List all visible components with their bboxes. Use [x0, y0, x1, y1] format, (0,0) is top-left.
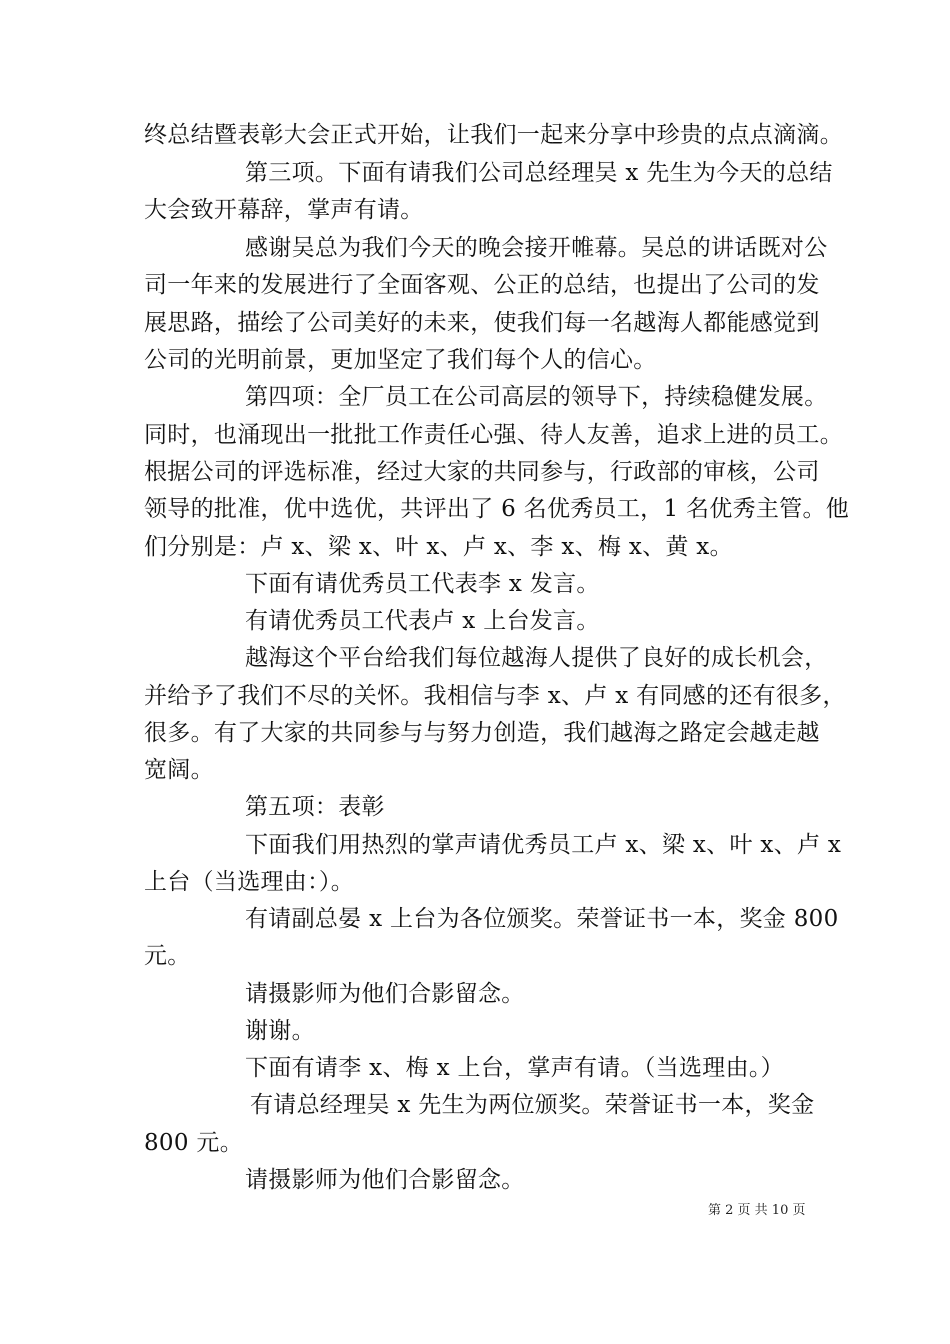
text-line: 大会致开幕辞，掌声有请。 — [144, 197, 424, 223]
text-line: 司一年来的发展进行了全面客观、公正的总结，也提出了公司的发 — [144, 272, 820, 298]
text-line: 终总结暨表彰大会正式开始，让我们一起来分享中珍贵的点点滴滴。 — [144, 122, 843, 148]
text-line: 下面有请优秀员工代表李 x 发言。 — [245, 571, 600, 597]
text-line: 下面我们用热烈的掌声请优秀员工卢 x、梁 x、叶 x、卢 x — [245, 832, 842, 858]
text-line: 下面有请李 x、梅 x 上台，掌声有请。（当选理由。） — [245, 1055, 784, 1081]
text-line: 第四项：全厂员工在公司高层的领导下，持续稳健发展。 — [245, 384, 828, 410]
text-line: 很多。有了大家的共同参与与努力创造，我们越海之路定会越走越 — [144, 720, 820, 746]
text-line: 领导的批准，优中选优，共评出了 6 名优秀员工，1 名优秀主管。他 — [144, 496, 850, 522]
text-line: 们分别是：卢 x、梁 x、叶 x、卢 x、李 x、梅 x、黄 x。 — [144, 534, 733, 560]
text-line: 请摄影师为他们合影留念。 — [245, 1167, 525, 1193]
text-line: 同时，也涌现出一批批工作责任心强、待人友善，追求上进的员工。 — [144, 422, 843, 448]
text-line: 上台（当选理由：）。 — [144, 869, 354, 895]
text-line: 元。 — [144, 943, 191, 969]
page-number: 第 2 页 共 10 页 — [708, 1203, 806, 1218]
text-line: 公司的光明前景，更加坚定了我们每个人的信心。 — [144, 347, 657, 373]
text-line: 宽阔。 — [144, 757, 214, 783]
text-line: 并给予了我们不尽的关怀。我相信与李 x、卢 x 有同感的还有很多， — [144, 683, 846, 709]
text-line: 谢谢。 — [245, 1018, 315, 1044]
text-line: 请摄影师为他们合影留念。 — [245, 981, 525, 1007]
section-heading: 第五项：表彰 — [245, 794, 385, 820]
text-line: 有请副总晏 x 上台为各位颁奖。荣誉证书一本，奖金 800 — [245, 906, 839, 932]
text-line: 800 元。 — [144, 1130, 244, 1156]
text-line: 有请优秀员工代表卢 x 上台发言。 — [245, 608, 600, 634]
text-line: 根据公司的评选标准，经过大家的共同参与，行政部的审核，公司 — [144, 459, 820, 485]
text-line: 越海这个平台给我们每位越海人提供了良好的成长机会， — [245, 645, 828, 671]
text-line: 感谢吴总为我们今天的晚会接开帷幕。吴总的讲话既对公 — [245, 235, 828, 261]
text-line: 展思路，描绘了公司美好的未来，使我们每一名越海人都能感觉到 — [144, 310, 820, 336]
text-line: 有请总经理吴 x 先生为两位颁奖。荣誉证书一本，奖金 — [250, 1092, 815, 1118]
text-line: 第三项。下面有请我们公司总经理吴 x 先生为今天的总结 — [245, 160, 833, 186]
